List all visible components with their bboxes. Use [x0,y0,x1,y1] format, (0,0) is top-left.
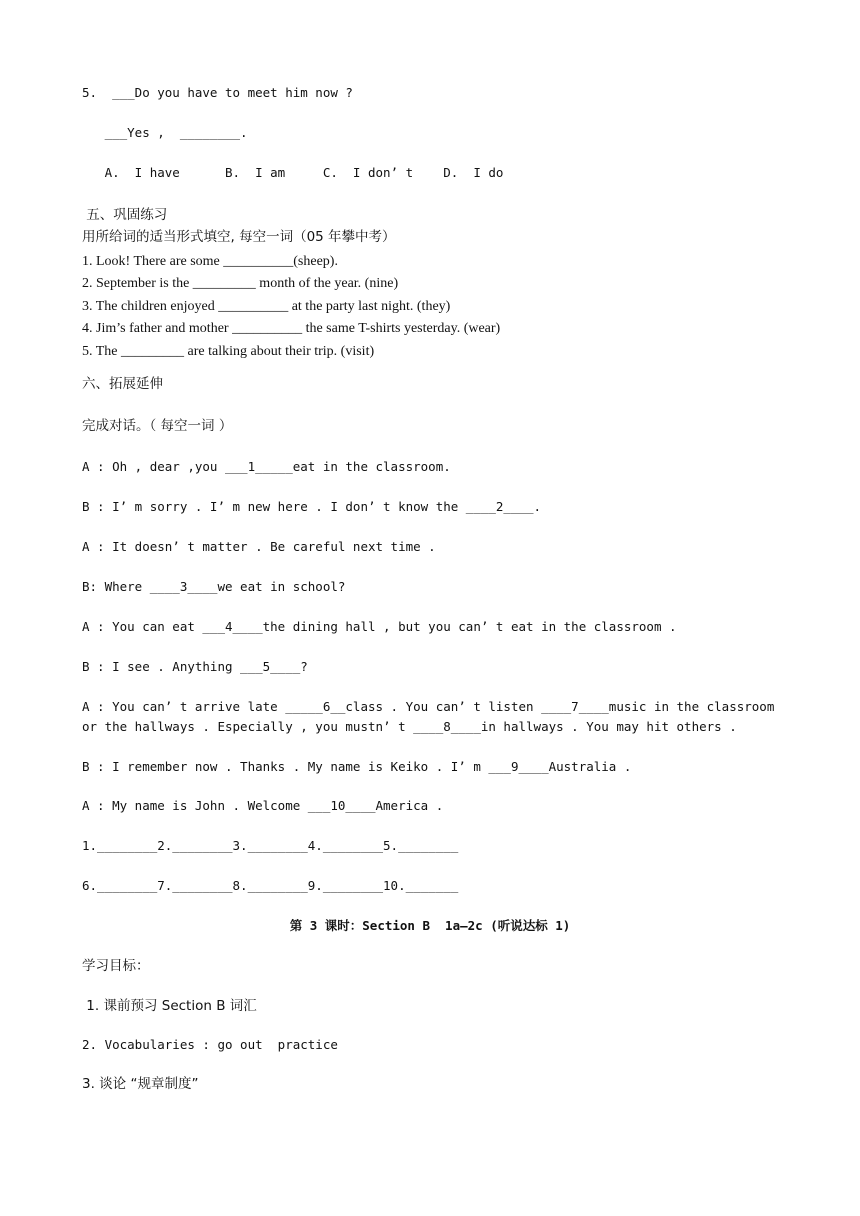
dialogue-line-10: A : My name is John . Welcome ___10____America . [82,798,444,813]
section5-item-4: 4. Jim’s father and mother __________ the same T-shirts yesterday. (wear) [82,321,501,336]
section5-item-5: 5. The _________ are talking about their trip. (visit) [82,344,375,359]
dialogue-line-6: B : I see . Anything ___5____? [82,659,308,674]
answer-row-1: 1.________2.________3.________4.________5.________ [82,838,459,853]
q5-answer: ___Yes , ________. [82,125,248,140]
lesson3-goal-2: 2. Vocabularies : go out practice [82,1037,338,1052]
dialogue-line-5: A : You can eat ___4____the dining hall , but you can’ t eat in the classroom . [82,619,677,634]
dialogue-line-7: A : You can’ t arrive late _____6__class . You can’ t listen ____7____music in the classroom [82,699,775,714]
lesson3-goal-3: 3. 谈论 “规章制度” [82,1076,199,1092]
lesson3-title: 第 3 课时：Section B 1a—2c (听说达标 1) [289,918,571,933]
dialogue-line-3: A : It doesn’ t matter . Be careful next time . [82,539,436,554]
dialogue-line-9: B : I remember now . Thanks . My name is Keiko . I’ m ___9____Australia . [82,759,632,774]
section5-item-3: 3. The children enjoyed __________ at the party last night. (they) [82,299,451,314]
section6-heading: 六、拓展延伸 [82,376,163,392]
section5-item-1: 1. Look! There are some __________(sheep). [82,254,338,269]
lesson3-goals-label: 学习目标： [82,958,150,974]
dialogue-line-8: or the hallways . Especially , you mustn’ t ____8____in hallways . You may hit others . [82,719,737,734]
answer-row-2: 6.________7.________8.________9.________10._______ [82,878,459,893]
q5-options: A. I have B. I am C. I don’ t D. I do [82,165,504,180]
section5-instruction: 用所给词的适当形式填空, 每空一词（05 年攀中考） [82,229,396,245]
section5-item-2: 2. September is the _________ month of the year. (nine) [82,276,399,291]
dialogue-line-1: A : Oh , dear ,you ___1_____eat in the classroom. [82,459,451,474]
lesson3-goal-1: 1. 课前预习 Section B 词汇 [82,998,257,1014]
q5-question: 5. ___Do you have to meet him now ? [82,85,353,100]
section6-instruction: 完成对话。（ 每空一词 ） [82,418,233,434]
section5-heading: 五、巩固练习 [82,207,168,223]
dialogue-line-2: B : I’ m sorry . I’ m new here . I don’ t know the ____2____. [82,499,542,514]
dialogue-line-4: B: Where ____3____we eat in school? [82,579,346,594]
